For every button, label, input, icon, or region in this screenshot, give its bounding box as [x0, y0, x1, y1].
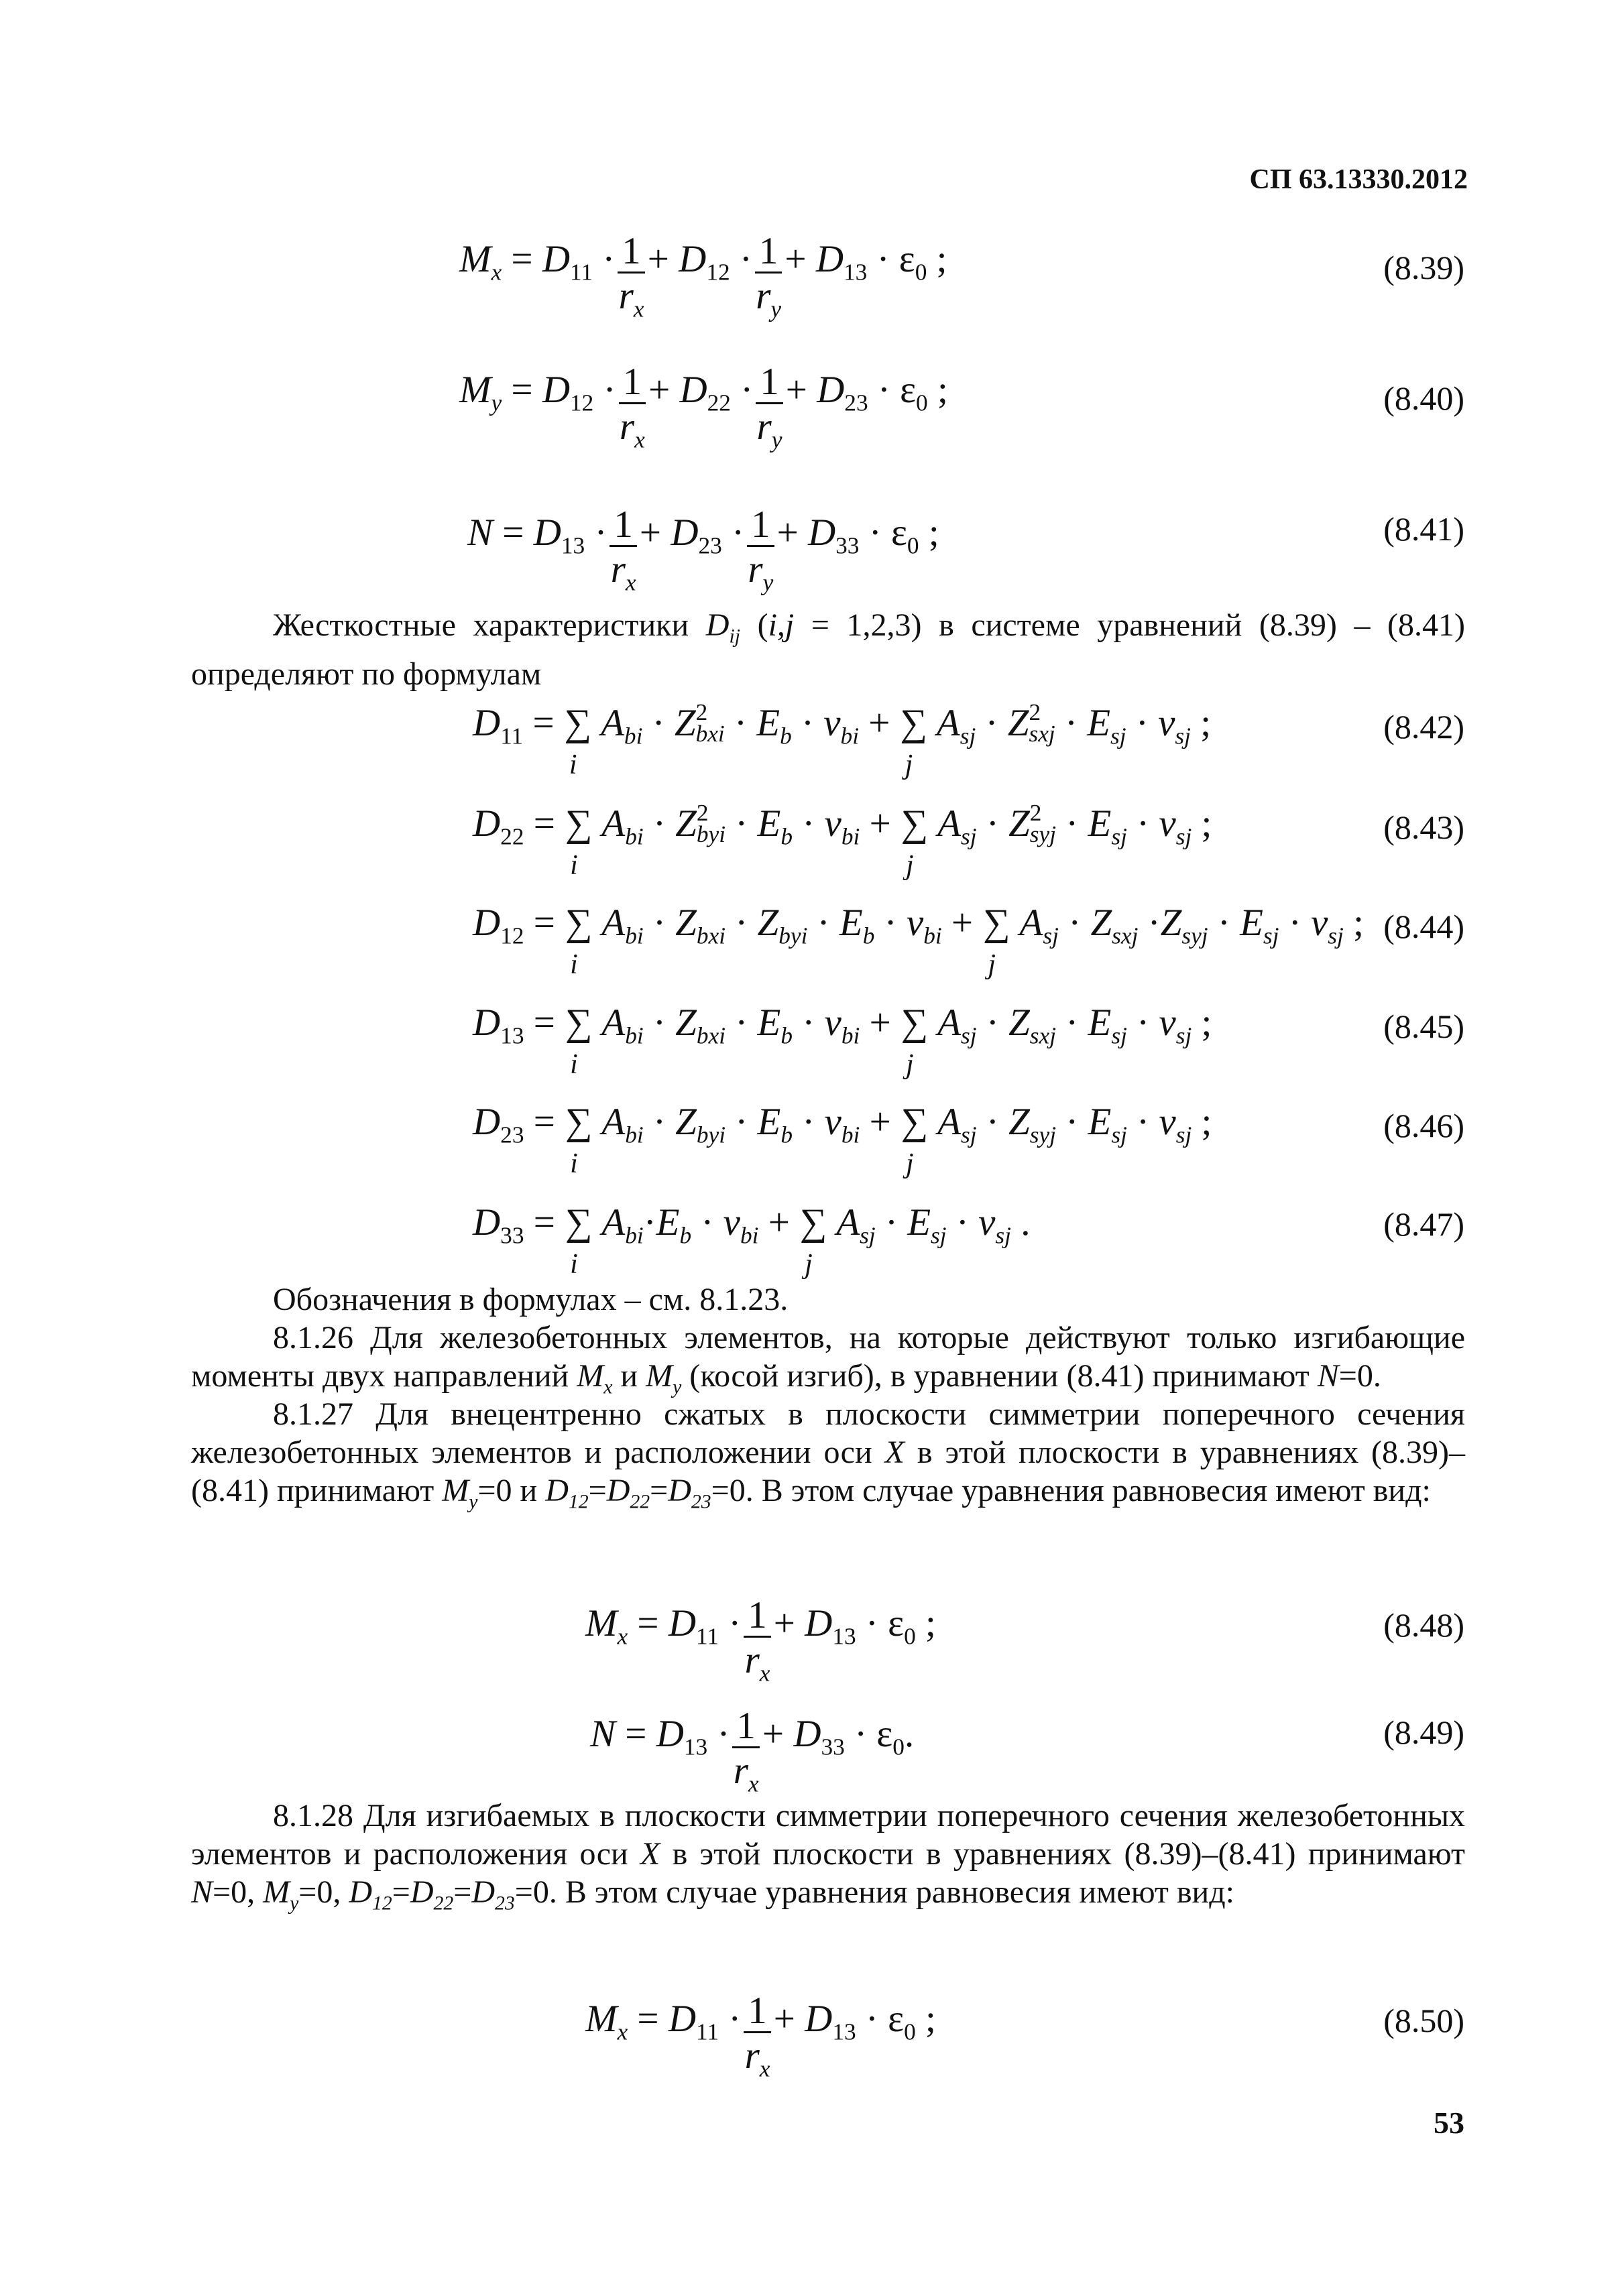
paragraph-8-1-26: 8.1.26 Для железобетонных элементов, на которые действуют только изгибающие моменты двух направлений $M_x$ и $M_y$ (косой изгиб), в уравнении (8.41) принимают N=0. [191, 1320, 1465, 1398]
equation-number-8-39: (8.39) [1383, 249, 1464, 286]
equation-number-8-49: (8.49) [1383, 1713, 1464, 1751]
equation-8-49: $N = D_{13}$ · $\frac{1}{r_x}$ + $D_{33} \cdot \varepsilon_0$. [590, 1705, 915, 1797]
equation-number-8-42: (8.42) [1383, 708, 1464, 745]
stiffness-paragraph: Жесткостные характеристики $D_{ij}$ (i,j = 1,2,3) в системе уравнений (8.39) – (8.41) определяют по формулам [191, 607, 1466, 692]
notation-paragraph: Обозначения в формулах – см. 8.1.23. [273, 1282, 789, 1317]
equation-number-8-44: (8.44) [1383, 908, 1464, 945]
equation-8-40: $M_y = D_{12}$ · $\frac{1}{r_x}$ + $D_{22}$ · $\frac{1}{r_y}$ + $D_{23} \cdot \varepsilon_0$ ; [459, 361, 948, 453]
equation-number-8-46: (8.46) [1383, 1107, 1464, 1144]
equation-8-45: $D_{13}$ = ∑ i $A_{bi} \cdot Z_{bxi} \cdot E_b \cdot \nu_{bi}$ + ∑ j $A_{sj} \cdot Z_{sxj} \cdot E_{sj} \cdot \nu_{sj}$ ; [473, 1002, 1212, 1080]
equation-number-8-48: (8.48) [1383, 1606, 1464, 1644]
equation-8-44: $D_{12}$ = ∑ i $A_{bi} \cdot Z_{bxi} \cdot Z_{byi} \cdot E_b \cdot \nu_{bi}$ + ∑ j $A_{sj} \cdot Z_{sxj} \cdot Z_{syj} \cdot E_{sj} \cdot \nu_{sj}$ ; [473, 902, 1364, 980]
equation-8-46: $D_{23}$ = ∑ i $A_{bi} \cdot Z_{byi} \cdot E_b \cdot \nu_{bi}$ + ∑ j $A_{sj} \cdot Z_{syj} \cdot E_{sj} \cdot \nu_{sj}$ ; [473, 1101, 1212, 1179]
equation-number-8-50: (8.50) [1383, 2002, 1464, 2039]
equation-number-8-43: (8.43) [1383, 808, 1464, 846]
equation-8-42: $D_{11}$ = ∑ i $A_{bi} \cdot Z$ 2 bxi · $E_b \cdot \nu_{bi}$ + ∑ j $A_{sj} \cdot Z$ 2 sxj · $E_{sj} \cdot \nu_{sj}$ ; [473, 699, 1212, 780]
document-code-header: СП 63.13330.2012 [1249, 164, 1468, 195]
equation-8-50: $M_x = D_{11}$ · $\frac{1}{r_x}$ + $D_{13} \cdot \varepsilon_0$ ; [585, 1990, 936, 2082]
equation-number-8-41: (8.41) [1383, 510, 1464, 548]
equation-8-48: $M_x = D_{11}$ · $\frac{1}{r_x}$ + $D_{13} \cdot \varepsilon_0$ ; [585, 1594, 936, 1687]
equation-number-8-47: (8.47) [1383, 1205, 1464, 1243]
equation-8-47: $D_{33}$ = ∑ i $A_{bi}\cdot E_b \cdot \nu_{bi}$ + ∑ j $A_{sj} \cdot E_{sj} \cdot \nu_{sj}$ . [473, 1201, 1031, 1280]
equation-8-39: $M_x = D_{11}$ · $\frac{1}{r_x}$ + $D_{12}$ · $\frac{1}{r_y}$ + $D_{13} \cdot \varepsilon_0$ ; [459, 230, 947, 322]
equation-8-41: $N = D_{13}$ · $\frac{1}{r_x}$ + $D_{23}$ · $\frac{1}{r_y}$ + $D_{33} \cdot \varepsilon_0$ ; [467, 503, 939, 596]
equation-number-8-40: (8.40) [1383, 379, 1464, 417]
equation-number-8-45: (8.45) [1383, 1008, 1464, 1045]
page-number: 53 [1434, 2106, 1464, 2140]
equation-8-43: $D_{22}$ = ∑ i $A_{bi} \cdot Z$ 2 byi · $E_b \cdot \nu_{bi}$ + ∑ j $A_{sj} \cdot Z$ 2 syj · $E_{sj} \cdot \nu_{sj}$ ; [473, 799, 1212, 881]
paragraph-8-1-27: 8.1.27 Для внецентренно сжатых в плоскости симметрии поперечного сечения железобетонных элементов и расположении оси X в этой плоскости в уравнениях (8.39)–(8.41) принимают $M_y=0$ и $D_{12}=D_{22}=D_{23}=0$. В этом случае уравнения равновесия имеют вид: [191, 1396, 1466, 1513]
paragraph-8-1-28: 8.1.28 Для изгибаемых в плоскости симметрии поперечного сечения железобетонных элементов и расположения оси X в этой плоскости в уравнениях (8.39)–(8.41) принимают N=0, $M_y=0$, $D_{12}=D_{22}=D_{23}=0$. В этом случае уравнения равновесия имеют вид: [191, 1798, 1465, 1915]
